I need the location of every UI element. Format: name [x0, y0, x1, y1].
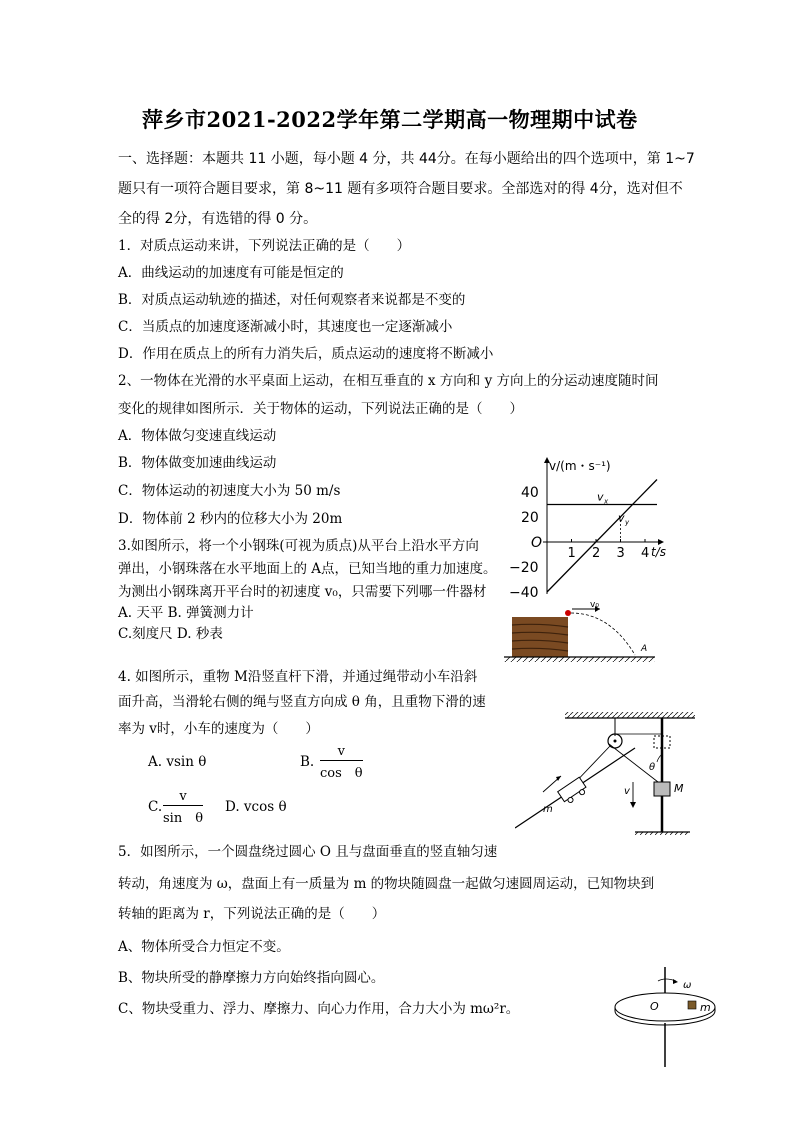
platform-block — [512, 617, 568, 657]
q5-option-c: C、物块受重力、浮力、摩擦力、向心力作用，合力大小为 mω²r。 — [118, 1001, 520, 1017]
q1-stem: 1．对质点运动来讲，下列说法正确的是（ ） — [118, 238, 411, 254]
velocity-time-chart — [505, 452, 675, 597]
q5-stem-line2: 转动，角速度为 ω，盘面上有一质量为 m 的物块随圆盘一起做匀速圆周运动，已知物块到 — [118, 876, 655, 892]
q4-option-c-fraction — [163, 789, 203, 826]
x-tick-label: 3 — [616, 546, 625, 561]
rotating-disc-figure — [610, 965, 725, 1070]
section-intro-line2: 题只有一项符合题目要求，第 8~11 题有多项符合题目要求。全部选对的得 4分，选对但不 — [118, 181, 683, 197]
q2-stem-line1: 2、一物体在光滑的水平桌面上运动，在相互垂直的 x 方向和 y 方向上的分运动速度随时间 — [118, 373, 659, 389]
x-axis-label: t/s — [651, 545, 666, 559]
section-intro-line3: 全的得 2分，有选错的得 0 分。 — [118, 211, 318, 227]
pulley-system-figure — [515, 710, 695, 835]
q2-option-a: A．物体做匀变速直线运动 — [118, 428, 277, 444]
q4-c-denominator: sin θ — [163, 811, 204, 826]
q3-options-ab: A. 天平 B. 弹簧测力计 — [118, 605, 254, 621]
q4-stem-line3: 率为 v时，小车的速度为（ ） — [118, 721, 319, 737]
block — [688, 1001, 696, 1009]
x-tick-label: 2 — [592, 546, 601, 561]
y-tick-label: 40 — [521, 485, 539, 501]
y-axis-label: v/(m・s⁻¹) — [549, 459, 611, 473]
q4-stem-line2: 面升高，当滑轮右侧的绳与竖直方向成 θ 角，且重物下滑的速 — [118, 694, 486, 710]
q3-options-cd: C.刻度尺 D. 秒表 — [118, 626, 223, 642]
q2-option-b: B．物体做变加速曲线运动 — [118, 455, 277, 471]
q2-option-d: D．物体前 2 秒内的位移大小为 20m — [118, 511, 343, 527]
block-mass-label: m — [700, 1001, 711, 1014]
q3-stem-line1: 3.如图所示，将一个小钢珠(可视为质点)从平台上沿水平方向 — [118, 538, 479, 554]
q4-option-b-fraction — [320, 744, 363, 781]
q4-c-numerator: v — [163, 789, 203, 806]
series-sub-vy: y — [625, 518, 630, 527]
y-tick-label: −40 — [509, 585, 539, 597]
series-label-vy: v — [618, 511, 625, 525]
series-sub-vx: x — [604, 497, 609, 506]
section-intro-line1: 一、选择题：本题共 11 小题，每小题 4 分，共 44分。在每小题给出的四个选项中，第 1~7 — [118, 151, 695, 167]
v0-label: v₀ — [590, 600, 599, 610]
q3-stem-line3: 为测出小钢珠离开平台时的初速度 v₀，只需要下列哪一件器材 — [118, 584, 487, 600]
q4-option-a: A. vsin θ — [148, 754, 207, 770]
q4-b-numerator: v — [320, 744, 363, 761]
y-tick-label: −20 — [509, 560, 539, 576]
weight-label: M — [674, 782, 684, 795]
q2-stem-line2: 变化的规律如图所示．关于物体的运动，下列说法正确的是（ ） — [118, 401, 523, 417]
chart-plot-area — [509, 457, 666, 597]
q5-stem-line3: 转轴的距离为 r，下列说法正确的是（ ） — [118, 906, 386, 922]
q5-option-a: A、物体所受合力恒定不变。 — [118, 939, 290, 955]
q4-stem-line1: 4. 如图所示，重物 M沿竖直杆下滑，并通过绳带动小车沿斜 — [118, 669, 478, 685]
q4-option-d: D. vcos θ — [225, 799, 287, 815]
theta-label: θ — [649, 762, 656, 773]
q3-stem-line2: 弹出，小钢珠落在水平地面上的 A点，已知当地的重力加速度。 — [118, 561, 497, 577]
q1-option-a: A．曲线运动的加速度有可能是恒定的 — [118, 265, 344, 281]
steel-ball — [565, 610, 571, 616]
q1-option-b: B．对质点运动轨迹的描述，对任何观察者来说都是不变的 — [118, 292, 466, 308]
omega-label: ω — [683, 980, 692, 991]
point-a-label: A — [641, 644, 648, 654]
cart-mass-label: m — [543, 804, 553, 815]
q5-option-b: B、物块所受的静摩擦力方向始终指向圆心。 — [118, 970, 385, 986]
trajectory-path — [571, 613, 635, 655]
v-label: v — [624, 786, 630, 797]
platform-launch-figure — [500, 595, 660, 665]
q5-stem-line1: 5．如图所示，一个圆盘绕过圆心 O 且与盘面垂直的竖直轴匀速 — [118, 844, 498, 860]
x-tick-label: 4 — [641, 546, 650, 561]
q1-option-d: D．作用在质点上的所有力消失后，质点运动的速度将不断减小 — [118, 346, 494, 362]
series-label-vx: v — [597, 490, 604, 504]
y-tick-label: 20 — [521, 510, 539, 526]
q4-option-c-label: C. — [148, 799, 163, 815]
weight-m — [654, 782, 670, 796]
q4-option-b-label: B. — [300, 754, 315, 770]
page-title: 萍乡市2021-2022学年第二学期高一物理期中试卷 — [142, 107, 638, 132]
q2-option-c: C．物体运动的初速度大小为 50 m/s — [118, 483, 341, 499]
center-o-label: O — [650, 1000, 659, 1013]
x-tick-label: 1 — [567, 546, 576, 561]
q4-b-denominator: cos θ — [320, 766, 363, 781]
q1-option-c: C．当质点的加速度逐渐减小时，其速度也一定逐渐减小 — [118, 319, 453, 335]
y-tick-label: O — [531, 535, 543, 551]
